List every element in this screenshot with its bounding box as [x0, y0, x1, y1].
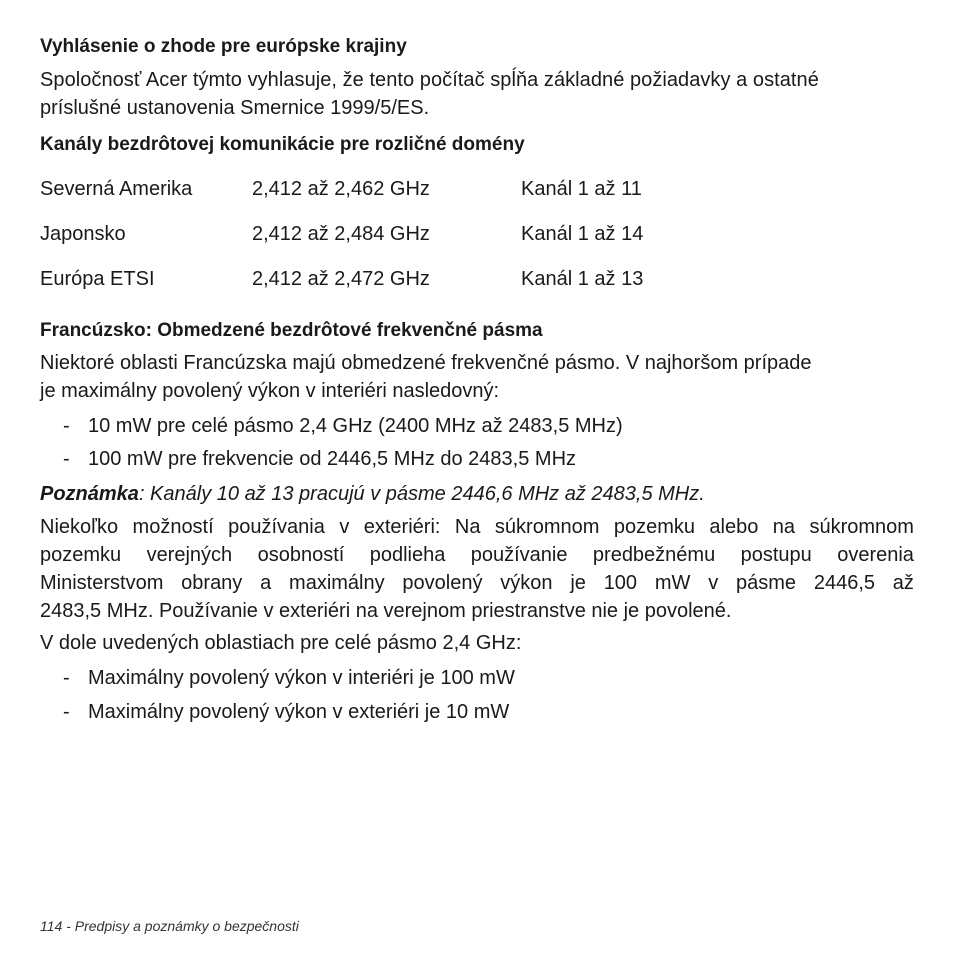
word: a: [260, 572, 272, 594]
word: povolený: [402, 572, 483, 594]
channels-cell: Kanál 1 až 13: [521, 268, 644, 290]
word: používania: [228, 516, 325, 538]
list-item-text: 100 mW pre frekvencie od 2446,5 MHz do 2483,5 MHz: [88, 448, 577, 470]
paragraph-line: [40, 569, 914, 597]
list-item-text: Maximálny povolený výkon v exteriéri je 10 mW: [88, 701, 510, 723]
word: postupu: [740, 544, 812, 566]
paragraph-areas-intro: [40, 629, 914, 657]
word: výkon: [500, 572, 553, 594]
bullet-dash: -: [63, 415, 70, 437]
paragraph-line: Niektoré oblasti Francúzska majú obmedzené frekvenčné pásmo. V najhoršom prípade: [40, 352, 812, 374]
note-label: Poznámka: [40, 483, 139, 505]
word: používanie: [470, 544, 568, 566]
frequency-cell: 2,412 až 2,472 GHz: [252, 268, 430, 290]
region-cell: Európa ETSI: [40, 268, 155, 290]
word: exteriéri:: [363, 516, 441, 538]
note: [40, 480, 705, 508]
paragraph-line: príslušné ustanovenia Smernice 1999/5/ES.: [40, 97, 430, 119]
word: súkromnom: [809, 516, 914, 538]
word: predbežnému: [592, 544, 716, 566]
word: podlieha: [369, 544, 446, 566]
heading-eu-declaration: Vyhlásenie o zhode pre európske krajiny: [40, 36, 407, 57]
list-item-text: 10 mW pre celé pásmo 2,4 GHz (2400 MHz až 2483,5 MHz): [88, 415, 623, 437]
channels-cell: Kanál 1 až 11: [521, 178, 642, 200]
word: Niekoľko: [40, 516, 119, 538]
paragraph-line: 2483,5 MHz. Používanie v exteriéri na verejnom priestranstve nie je povolené.: [40, 600, 732, 622]
paragraph-eu-declaration: [40, 66, 914, 122]
paragraph-line: V dole uvedených oblastiach pre celé pásmo 2,4 GHz:: [40, 632, 522, 654]
word: overenia: [837, 544, 914, 566]
bullet-dash: -: [63, 448, 70, 470]
word: Na: [454, 516, 481, 538]
word: je: [570, 572, 586, 594]
region-cell: Severná Amerika: [40, 178, 193, 200]
word: verejných: [146, 544, 233, 566]
word: osobností: [257, 544, 345, 566]
word: mW: [654, 572, 691, 594]
note-text: : Kanály 10 až 13 pracujú v pásme 2446,6 MHz až 2483,5 MHz.: [138, 483, 705, 505]
word: súkromnom: [494, 516, 600, 538]
paragraph-line: [40, 513, 914, 541]
word: Ministerstvom: [40, 572, 164, 594]
word: pásme: [736, 572, 797, 594]
page-footer: 114 - Predpisy a poznámky o bezpečnosti: [40, 918, 299, 934]
paragraph-line-text: Spoločnosť Acer týmto vyhlasuje, že tento počítač spĺňa základné požiadavky a ostatné: [40, 69, 819, 91]
word: pozemku: [613, 516, 695, 538]
frequency-cell: 2,412 až 2,462 GHz: [252, 178, 430, 200]
word: v: [339, 516, 350, 538]
word: pozemku: [40, 544, 122, 566]
word: 2446,5: [813, 572, 875, 594]
bullet-dash: -: [63, 701, 70, 723]
frequency-cell: 2,412 až 2,484 GHz: [252, 223, 430, 245]
paragraph-line: [40, 66, 914, 94]
heading-france-restrictions: Francúzsko: Obmedzené bezdrôtové frekvenčné pásma: [40, 320, 543, 341]
bullet-dash: -: [63, 667, 70, 689]
word: obrany: [181, 572, 243, 594]
word: až: [892, 572, 914, 594]
channels-cell: Kanál 1 až 14: [521, 223, 644, 245]
paragraph-line: je maximálny povolený výkon v interiéri nasledovný:: [40, 380, 500, 402]
word: v: [708, 572, 719, 594]
paragraph-france-intro: [40, 349, 914, 405]
word: maximálny: [289, 572, 385, 594]
region-cell: Japonsko: [40, 223, 126, 245]
word: 100: [603, 572, 638, 594]
word: na: [772, 516, 796, 538]
heading-wireless-channels: Kanály bezdrôtovej komunikácie pre rozličné domény: [40, 134, 525, 155]
paragraph-line: [40, 541, 914, 569]
word: alebo: [709, 516, 759, 538]
list-item-text: Maximálny povolený výkon v interiéri je 100 mW: [88, 667, 515, 689]
paragraph-outdoor-use: [40, 513, 914, 625]
word: možností: [132, 516, 214, 538]
